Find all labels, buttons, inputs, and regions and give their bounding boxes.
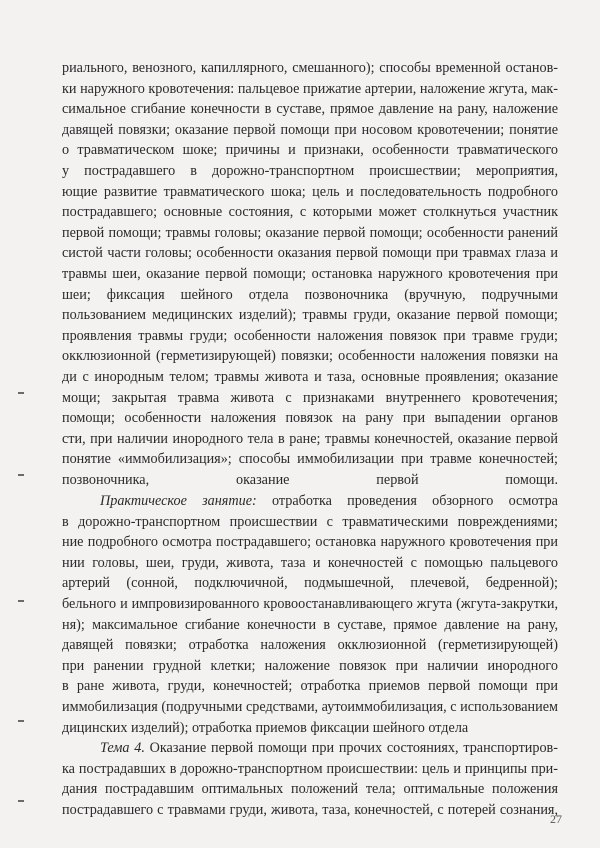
text-line: риального, венозного, капиллярного, смешанного); способы временной останов- bbox=[62, 60, 558, 76]
text-line: давящей повязки; оказание первой помощи при носовом кровотечении; понятие bbox=[62, 121, 558, 138]
margin-mark bbox=[18, 474, 24, 476]
text-line: мощи; закрытая травма живота с признаками внутреннего кровотечения; bbox=[62, 389, 558, 406]
topic-label: Тема 4. bbox=[100, 740, 145, 756]
text-line: о травматическом шоке; причины и признаки, особенности травматического bbox=[62, 142, 558, 159]
text-line: пользованием медицинских изделий); травмы груди, оказание первой помощи; bbox=[62, 307, 558, 324]
text-line: дицинских изделий); отработка приемов фиксации шейного отдела bbox=[62, 719, 469, 736]
text-line bbox=[62, 738, 558, 759]
text-line: артерий (сонной, подключичной, подмышечной, плечевой, бедренной); bbox=[62, 575, 558, 592]
margin-mark bbox=[18, 720, 24, 722]
text-line: дания пострадавшим оптимальных положений тела; оптимальные положения bbox=[62, 781, 558, 798]
margin-mark bbox=[18, 392, 24, 394]
text-line: помощи; особенности наложения повязок на рану при выпадении органов bbox=[62, 410, 558, 427]
text-line: бельного и импровизированного кровоостанавливающего жгута (жгута-закрутки, bbox=[62, 595, 558, 612]
text-line: давящей повязки; отработка наложения окклюзионной (герметизирующей) bbox=[62, 637, 558, 654]
text-line: систой части головы; особенности оказания первой помощи при травмах глаза и bbox=[62, 245, 558, 262]
text-line: травмы шеи, оказание первой помощи; остановка наружного кровотечения при bbox=[62, 265, 558, 282]
text-line-rest: отработка проведения обзорного осмотра bbox=[271, 493, 558, 509]
text-line: шеи; фиксация шейного отдела позвоночника (вручную, подручными bbox=[62, 286, 558, 303]
text-line: понятие «иммобилизация»; способы иммобилизации при травме конечностей; bbox=[62, 451, 558, 468]
margin-mark bbox=[18, 800, 24, 802]
text-line: в ране живота, груди, конечностей; отработка приемов первой помощи при bbox=[62, 678, 558, 695]
text-line: иммобилизация (подручными средствами, аутоиммобилизация, с использованием bbox=[62, 698, 558, 715]
text-line: первой помощи; травмы головы; оказание первой помощи; особенности ранений bbox=[62, 224, 558, 241]
text-line: симальное сгибание конечности в суставе, прямое давление на рану, наложение bbox=[62, 101, 558, 118]
text-line: ющие развитие травматического шока; цель и последовательность подробного bbox=[62, 183, 558, 200]
topic-paragraph bbox=[62, 738, 558, 820]
text-line: при ранении грудной клетки; наложение повязок при наличии инородного bbox=[62, 657, 558, 674]
text-line: ки наружного кровотечения: пальцевое прижатие артерии, наложение жгута, мак- bbox=[62, 80, 558, 97]
text-line: ди с инородным телом; травмы живота и таза, основные проявления; оказание bbox=[62, 368, 558, 385]
text-line: нии головы, шеи, груди, живота, таза и конечностей с помощью пальцевого bbox=[62, 554, 558, 571]
text-line: окклюзионной (герметизирующей) повязки; особенности наложения повязки на bbox=[62, 348, 558, 365]
text-line: у пострадавшего в дорожно-транспортном происшествии; мероприятия, bbox=[62, 162, 558, 179]
body-paragraph-1 bbox=[62, 58, 558, 490]
text-line: проявления травмы груди; особенности наложения повязок при травме груди; bbox=[62, 327, 558, 344]
text-line: пострадавшего с травмами груди, живота, таза, конечностей, с потерей сознания, bbox=[62, 801, 558, 818]
text-line bbox=[62, 491, 558, 512]
text-line-rest: Оказание первой помощи при прочих состояниях, транспортиров- bbox=[144, 740, 558, 756]
text-line: в дорожно-транспортном происшествии с травматическими повреждениями; bbox=[62, 513, 558, 530]
page-number: 27 bbox=[550, 812, 562, 826]
text-line: ка пострадавших в дорожно-транспортном происшествии: цель и принципы при- bbox=[62, 760, 558, 777]
text-line: сти, при наличии инородного тела в ране; травмы конечностей, оказание первой bbox=[62, 430, 558, 447]
margin-mark bbox=[18, 600, 24, 602]
text-line: позвоночника, оказание первой помощи. bbox=[62, 471, 558, 488]
text-line: ня); максимальное сгибание конечности в суставе, прямое давление на рану, bbox=[62, 616, 558, 633]
text-line: пострадавшего; основные состояния, с которыми может столкнуться участник bbox=[62, 204, 558, 221]
practical-label: Практическое занятие: bbox=[100, 493, 257, 509]
text-line: ние подробного осмотра пострадавшего; остановка наружного кровотечения при bbox=[62, 534, 558, 551]
practical-paragraph bbox=[62, 491, 558, 738]
